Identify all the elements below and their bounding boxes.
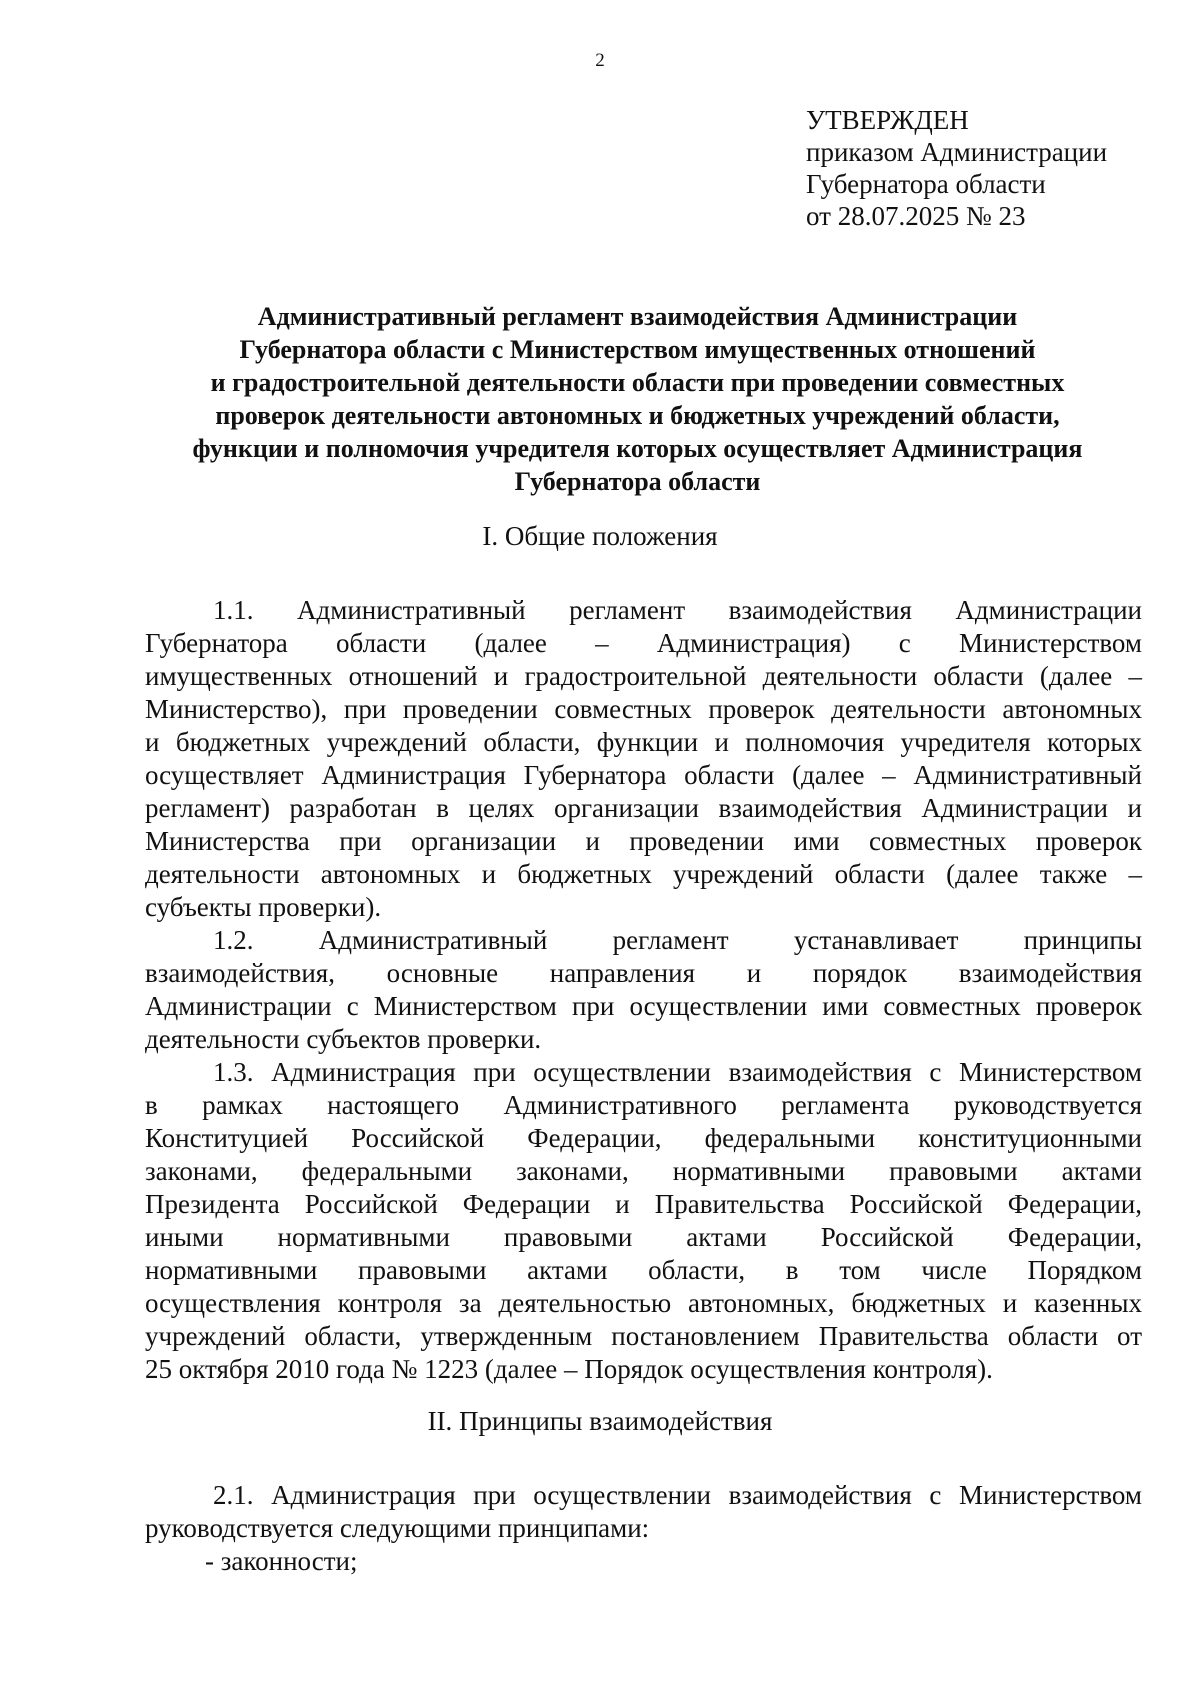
paragraph-line: 2.1. Администрация при осуществлении взаимодействия с Министерством — [213, 1480, 1142, 1510]
paragraph-line: деятельности автономных и бюджетных учреждений области (далее также – — [145, 859, 1142, 889]
paragraph-line: субъекты проверки). — [145, 892, 382, 922]
approval-stamp — [806, 104, 1107, 232]
title-line: Административный регламент взаимодействия Администрации — [257, 302, 1018, 331]
paragraph-line: 1.3. Администрация при осуществлении взаимодействия с Министерством — [213, 1057, 1142, 1087]
approval-line: Губернатора области — [806, 169, 1046, 199]
title-line: проверок деятельности автономных и бюджетных учреждений области, — [215, 401, 1060, 430]
title-line: Губернатора области — [514, 467, 761, 496]
approval-line: от 28.07.2025 № 23 — [806, 201, 1026, 231]
paragraph-line: нормативными правовыми актами области, в том числе Порядком — [145, 1255, 1142, 1285]
paragraph-line: 1.2. Административный регламент устанавливает принципы — [213, 925, 1142, 955]
paragraph-2-1 — [145, 1479, 1142, 1545]
approval-line: приказом Администрации — [806, 137, 1108, 167]
paragraph-line: Администрации с Министерством при осуществлении ими совместных проверок — [145, 991, 1142, 1021]
section-body-principles — [145, 1479, 1142, 1578]
section-heading-principles: II. Принципы взаимодействия — [427, 1406, 773, 1436]
list-item-legality: - законности; — [205, 1546, 358, 1576]
paragraph-line: Конституцией Российской Федерации, федеральными конституционными — [145, 1123, 1142, 1153]
paragraph-1-1 — [145, 594, 1142, 924]
paragraph-line: Министерства при организации и проведении ими совместных проверок — [145, 826, 1142, 856]
paragraph-line: иными нормативными правовыми актами Российской Федерации, — [145, 1222, 1142, 1252]
paragraph-line: взаимодействия, основные направления и порядок взаимодействия — [145, 958, 1142, 988]
paragraph-line: в рамках настоящего Административного регламента руководствуется — [145, 1090, 1142, 1120]
paragraph-line: деятельности субъектов проверки. — [145, 1024, 542, 1054]
paragraph-line: и бюджетных учреждений области, функции и полномочия учредителя которых — [145, 727, 1142, 757]
title-line: функции и полномочия учредителя которых осуществляет Администрация — [192, 434, 1083, 463]
paragraph-line: осуществляет Администрация Губернатора области (далее – Административный — [145, 760, 1142, 790]
section-body-general — [145, 594, 1142, 1386]
paragraph-line: руководствуется следующими принципами: — [145, 1513, 650, 1543]
paragraph-line: 25 октября 2010 года № 1223 (далее – Порядок осуществления контроля). — [145, 1354, 993, 1384]
paragraph-line: имущественных отношений и градостроительной деятельности области (далее – — [145, 661, 1142, 691]
paragraph-line: учреждений области, утвержденным постановлением Правительства области от — [145, 1321, 1142, 1351]
paragraph-line: 1.1. Административный регламент взаимодействия Администрации — [213, 595, 1142, 625]
page-number: 2 — [595, 50, 605, 71]
approval-line: УТВЕРЖДЕН — [806, 105, 969, 135]
title-line: Губернатора области с Министерством имущественных отношений — [239, 335, 1036, 364]
paragraph-line: законами, федеральными законами, нормативными правовыми актами — [145, 1156, 1142, 1186]
title-line: и градостроительной деятельности области при проведении совместных — [210, 368, 1065, 397]
paragraph-line: Губернатора области (далее – Администрация) с Министерством — [145, 628, 1142, 658]
paragraph-line: Министерство), при проведении совместных проверок деятельности автономных — [145, 694, 1142, 724]
paragraph-line: осуществления контроля за деятельностью автономных, бюджетных и казенных — [145, 1288, 1142, 1318]
paragraph-1-3 — [145, 1056, 1142, 1386]
paragraph-line: Президента Российской Федерации и Правительства Российской Федерации, — [145, 1189, 1142, 1219]
paragraph-line: регламент) разработан в целях организации взаимодействия Администрации и — [145, 793, 1142, 823]
paragraph-1-2 — [145, 924, 1142, 1056]
document-title — [140, 300, 1135, 498]
section-heading-general: I. Общие положения — [482, 521, 718, 551]
